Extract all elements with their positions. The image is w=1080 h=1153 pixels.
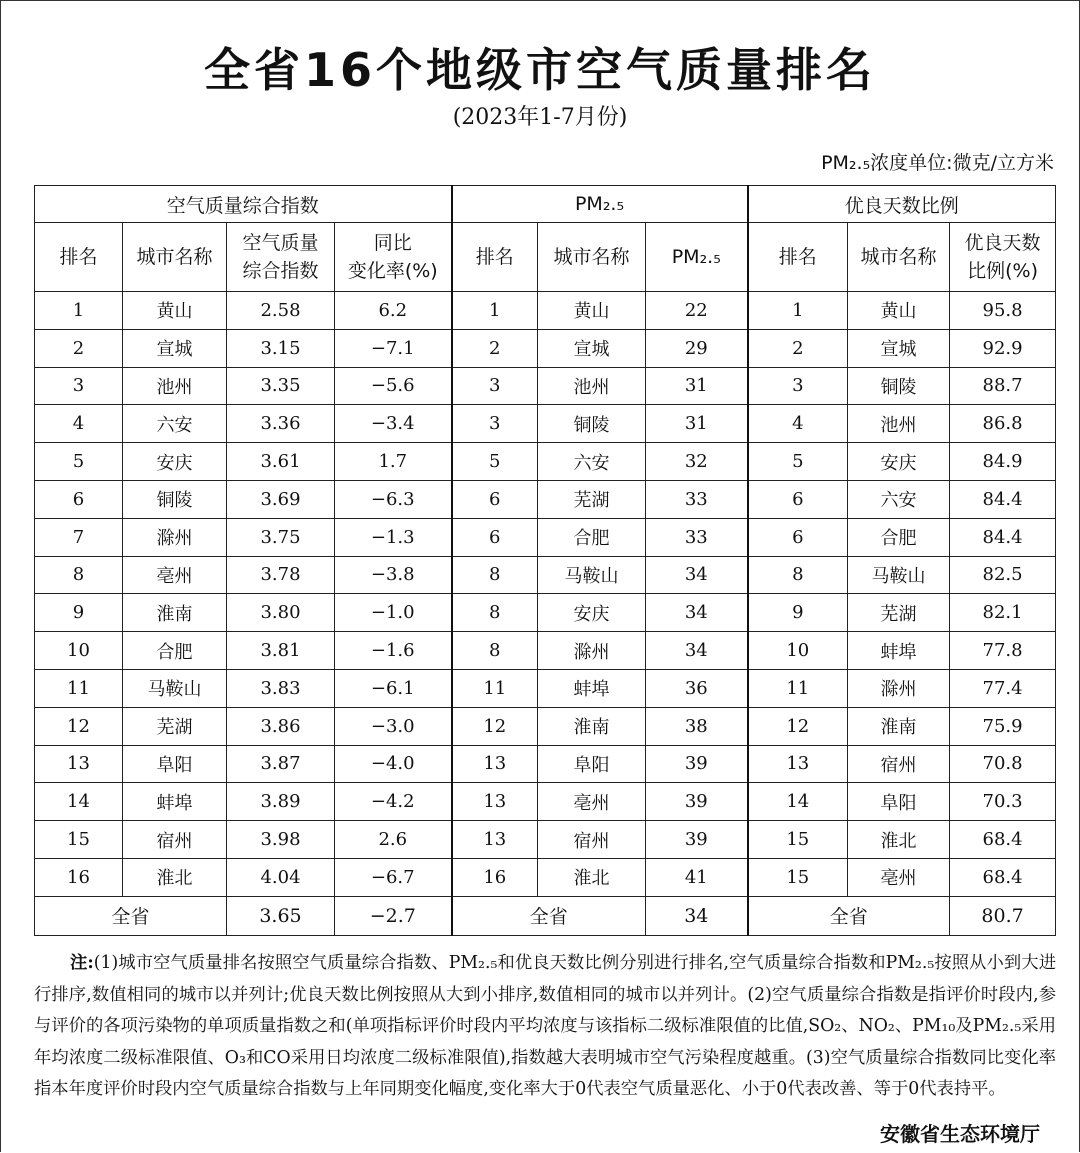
city-good-cell: 铜陵	[848, 367, 950, 405]
rank-pm25-cell: 13	[452, 745, 538, 783]
notes-text: (1)城市空气质量排名按照空气质量综合指数、PM₂.₅和优良天数比例分别进行排名,空气质量综合指数和PM₂.₅按照从小到大进行排序,数值相同的城市以并列计;优良天数比例按照从大到小排序,数值相同的城市以并列计。(2)空气质量综合指数是指评价时段内,参与评价的各项污染物的单项质量指数之和(单项指标评价时段内平均浓度与该指标二级标准限值的比值,SO₂、NO₂、PM₁₀及PM₂.₅采用年均浓度二级标准限值、O₃和CO采用日均浓度二级标准限值),指数越大表明城市空气污染程度越重。(3)空气质量综合指数同比变化率指本年度评价时段内空气质量综合指数与上年同期变化幅度,变化率大于0代表空气质量恶化、小于0代表改善、等于0代表持平。	[34, 953, 1056, 1099]
good-cell: 84.4	[950, 480, 1056, 518]
good-cell: 68.4	[950, 858, 1056, 896]
rank-good-cell: 15	[748, 858, 848, 896]
table-row	[35, 745, 1056, 783]
col-header-change	[335, 223, 452, 292]
change-cell: −3.4	[335, 405, 452, 443]
col-header-rank-good: 排名	[748, 223, 848, 292]
aqi-cell: 4.04	[227, 858, 335, 896]
city-good-cell: 六安	[848, 480, 950, 518]
pm25-cell: 31	[646, 405, 748, 443]
city-good-cell: 马鞍山	[848, 556, 950, 594]
col-header-city-pm25: 城市名称	[538, 223, 646, 292]
rank-good-cell: 5	[748, 443, 848, 481]
col-header-good-line1: 优良天数	[964, 232, 1041, 254]
rank-good-cell: 8	[748, 556, 848, 594]
good-cell: 70.3	[950, 783, 1056, 821]
city-aqi-cell: 淮北	[123, 858, 227, 896]
pm25-cell: 33	[646, 518, 748, 556]
rank-pm25-cell: 8	[452, 632, 538, 670]
city-good-cell: 蚌埠	[848, 632, 950, 670]
aqi-cell: 3.61	[227, 443, 335, 481]
aqi-cell: 3.15	[227, 329, 335, 367]
good-cell: 70.8	[950, 745, 1056, 783]
city-pm25-cell: 淮南	[538, 707, 646, 745]
good-cell: 82.5	[950, 556, 1056, 594]
change-cell: −4.0	[335, 745, 452, 783]
rank-aqi-cell: 8	[35, 556, 123, 594]
col-header-aqi-line2: 综合指数	[242, 260, 319, 282]
rank-aqi-cell: 10	[35, 632, 123, 670]
change-cell: −6.7	[335, 858, 452, 896]
city-good-cell: 淮北	[848, 821, 950, 859]
group-header-pm25: PM₂.₅	[452, 186, 748, 223]
city-pm25-cell: 滁州	[538, 632, 646, 670]
total-aqi-cell: 3.65	[227, 896, 335, 935]
city-aqi-cell: 六安	[123, 405, 227, 443]
aqi-cell: 3.80	[227, 594, 335, 632]
col-header-change-line2: 变化率(%)	[347, 260, 438, 282]
city-pm25-cell: 六安	[538, 443, 646, 481]
rank-aqi-cell: 13	[35, 745, 123, 783]
city-pm25-cell: 芜湖	[538, 480, 646, 518]
footnotes	[34, 948, 1056, 1106]
col-header-pm25: PM₂.₅	[646, 223, 748, 292]
group-header-good-days: 优良天数比例	[748, 186, 1056, 223]
rank-good-cell: 6	[748, 518, 848, 556]
total-change-cell: −2.7	[335, 896, 452, 935]
rank-pm25-cell: 2	[452, 329, 538, 367]
good-cell: 92.9	[950, 329, 1056, 367]
rank-good-cell: 9	[748, 594, 848, 632]
rank-pm25-cell: 5	[452, 443, 538, 481]
total-label-good: 全省	[748, 896, 950, 935]
change-cell: 6.2	[335, 292, 452, 330]
col-header-good-line2: 比例(%)	[967, 260, 1038, 282]
rank-good-cell: 13	[748, 745, 848, 783]
city-pm25-cell: 淮北	[538, 858, 646, 896]
ranking-table	[34, 185, 1056, 936]
rank-pm25-cell: 6	[452, 480, 538, 518]
rank-pm25-cell: 8	[452, 594, 538, 632]
col-header-rank-aqi: 排名	[35, 223, 123, 292]
rank-pm25-cell: 16	[452, 858, 538, 896]
col-header-city-good: 城市名称	[848, 223, 950, 292]
rank-aqi-cell: 9	[35, 594, 123, 632]
col-header-change-line1: 同比	[373, 232, 412, 254]
rank-aqi-cell: 11	[35, 669, 123, 707]
table-row	[35, 707, 1056, 745]
city-good-cell: 芜湖	[848, 594, 950, 632]
city-good-cell: 淮南	[848, 707, 950, 745]
city-aqi-cell: 亳州	[123, 556, 227, 594]
rank-good-cell: 11	[748, 669, 848, 707]
change-cell: −6.1	[335, 669, 452, 707]
aqi-cell: 3.86	[227, 707, 335, 745]
rank-good-cell: 14	[748, 783, 848, 821]
table-row	[35, 783, 1056, 821]
rank-good-cell: 3	[748, 367, 848, 405]
city-good-cell: 亳州	[848, 858, 950, 896]
total-good-cell: 80.7	[950, 896, 1056, 935]
change-cell: −7.1	[335, 329, 452, 367]
good-cell: 84.4	[950, 518, 1056, 556]
rank-aqi-cell: 14	[35, 783, 123, 821]
change-cell: −4.2	[335, 783, 452, 821]
city-aqi-cell: 马鞍山	[123, 669, 227, 707]
aqi-cell: 3.81	[227, 632, 335, 670]
table-row	[35, 367, 1056, 405]
table-row	[35, 292, 1056, 330]
city-aqi-cell: 池州	[123, 367, 227, 405]
city-good-cell: 阜阳	[848, 783, 950, 821]
col-header-aqi	[227, 223, 335, 292]
table-row	[35, 669, 1056, 707]
rank-pm25-cell: 13	[452, 783, 538, 821]
good-cell: 77.8	[950, 632, 1056, 670]
city-pm25-cell: 黄山	[538, 292, 646, 330]
good-cell: 82.1	[950, 594, 1056, 632]
change-cell: −1.6	[335, 632, 452, 670]
rank-good-cell: 4	[748, 405, 848, 443]
col-header-rank-pm25: 排名	[452, 223, 538, 292]
total-pm25-cell: 34	[646, 896, 748, 935]
rank-good-cell: 1	[748, 292, 848, 330]
city-aqi-cell: 安庆	[123, 443, 227, 481]
col-header-city-aqi: 城市名称	[123, 223, 227, 292]
city-pm25-cell: 安庆	[538, 594, 646, 632]
pm25-cell: 34	[646, 632, 748, 670]
rank-aqi-cell: 16	[35, 858, 123, 896]
aqi-cell: 3.87	[227, 745, 335, 783]
rank-aqi-cell: 1	[35, 292, 123, 330]
change-cell: −3.8	[335, 556, 452, 594]
city-aqi-cell: 宿州	[123, 821, 227, 859]
city-aqi-cell: 合肥	[123, 632, 227, 670]
table-row	[35, 329, 1056, 367]
city-pm25-cell: 亳州	[538, 783, 646, 821]
city-aqi-cell: 黄山	[123, 292, 227, 330]
rank-good-cell: 10	[748, 632, 848, 670]
rank-pm25-cell: 3	[452, 367, 538, 405]
period-subtitle: (2023年1-7月份)	[452, 105, 628, 130]
table-row	[35, 556, 1056, 594]
aqi-cell: 3.36	[227, 405, 335, 443]
total-label-aqi: 全省	[35, 896, 227, 935]
table-row	[35, 594, 1056, 632]
table-row	[35, 443, 1056, 481]
col-header-good	[950, 223, 1056, 292]
table-row	[35, 821, 1056, 859]
good-cell: 84.9	[950, 443, 1056, 481]
pm25-cell: 39	[646, 821, 748, 859]
city-pm25-cell: 合肥	[538, 518, 646, 556]
city-pm25-cell: 蚌埠	[538, 669, 646, 707]
good-cell: 75.9	[950, 707, 1056, 745]
change-cell: −3.0	[335, 707, 452, 745]
pm25-cell: 32	[646, 443, 748, 481]
city-pm25-cell: 铜陵	[538, 405, 646, 443]
aqi-cell: 3.75	[227, 518, 335, 556]
city-good-cell: 滁州	[848, 669, 950, 707]
rank-good-cell: 15	[748, 821, 848, 859]
city-pm25-cell: 马鞍山	[538, 556, 646, 594]
city-aqi-cell: 芜湖	[123, 707, 227, 745]
aqi-cell: 3.69	[227, 480, 335, 518]
page-title: 全省16个地级市空气质量排名	[203, 43, 876, 97]
aqi-cell: 3.83	[227, 669, 335, 707]
rank-aqi-cell: 3	[35, 367, 123, 405]
province-total-row	[35, 896, 1056, 935]
notes-label: 注:	[70, 953, 94, 973]
rank-pm25-cell: 8	[452, 556, 538, 594]
change-cell: −5.6	[335, 367, 452, 405]
good-cell: 88.7	[950, 367, 1056, 405]
pm25-cell: 29	[646, 329, 748, 367]
aqi-cell: 3.98	[227, 821, 335, 859]
change-cell: −1.3	[335, 518, 452, 556]
city-pm25-cell: 宣城	[538, 329, 646, 367]
aqi-cell: 3.89	[227, 783, 335, 821]
city-aqi-cell: 蚌埠	[123, 783, 227, 821]
rank-pm25-cell: 6	[452, 518, 538, 556]
city-aqi-cell: 铜陵	[123, 480, 227, 518]
city-pm25-cell: 阜阳	[538, 745, 646, 783]
rank-aqi-cell: 12	[35, 707, 123, 745]
city-pm25-cell: 池州	[538, 367, 646, 405]
table-row	[35, 405, 1056, 443]
table-body	[35, 292, 1056, 897]
city-good-cell: 黄山	[848, 292, 950, 330]
city-pm25-cell: 宿州	[538, 821, 646, 859]
table-row	[35, 518, 1056, 556]
pm25-cell: 39	[646, 745, 748, 783]
rank-pm25-cell: 11	[452, 669, 538, 707]
rank-good-cell: 2	[748, 329, 848, 367]
change-cell: −1.0	[335, 594, 452, 632]
change-cell: 2.6	[335, 821, 452, 859]
pm25-cell: 31	[646, 367, 748, 405]
table-row	[35, 858, 1056, 896]
rank-aqi-cell: 15	[35, 821, 123, 859]
pm25-cell: 34	[646, 556, 748, 594]
rank-aqi-cell: 6	[35, 480, 123, 518]
pm25-cell: 22	[646, 292, 748, 330]
pm25-cell: 38	[646, 707, 748, 745]
rank-aqi-cell: 2	[35, 329, 123, 367]
good-cell: 95.8	[950, 292, 1056, 330]
good-cell: 68.4	[950, 821, 1056, 859]
city-good-cell: 合肥	[848, 518, 950, 556]
aqi-cell: 3.35	[227, 367, 335, 405]
rank-aqi-cell: 7	[35, 518, 123, 556]
group-header-aqi: 空气质量综合指数	[35, 186, 452, 223]
pm25-cell: 33	[646, 480, 748, 518]
pm25-cell: 39	[646, 783, 748, 821]
change-cell: 1.7	[335, 443, 452, 481]
good-cell: 77.4	[950, 669, 1056, 707]
pm25-cell: 41	[646, 858, 748, 896]
source-agency: 安徽省生态环境厅	[880, 1122, 1040, 1146]
city-good-cell: 宣城	[848, 329, 950, 367]
rank-pm25-cell: 13	[452, 821, 538, 859]
col-header-aqi-line1: 空气质量	[242, 232, 319, 254]
rank-pm25-cell: 12	[452, 707, 538, 745]
table-row	[35, 480, 1056, 518]
rank-pm25-cell: 3	[452, 405, 538, 443]
rank-good-cell: 6	[748, 480, 848, 518]
rank-aqi-cell: 5	[35, 443, 123, 481]
table-row	[35, 632, 1056, 670]
good-cell: 86.8	[950, 405, 1056, 443]
total-label-pm25: 全省	[452, 896, 646, 935]
pm25-cell: 36	[646, 669, 748, 707]
city-aqi-cell: 宣城	[123, 329, 227, 367]
city-good-cell: 安庆	[848, 443, 950, 481]
rank-good-cell: 12	[748, 707, 848, 745]
unit-note: PM₂.₅浓度单位:微克/立方米	[821, 152, 1054, 174]
city-aqi-cell: 滁州	[123, 518, 227, 556]
rank-pm25-cell: 1	[452, 292, 538, 330]
pm25-cell: 34	[646, 594, 748, 632]
aqi-cell: 3.78	[227, 556, 335, 594]
rank-aqi-cell: 4	[35, 405, 123, 443]
city-aqi-cell: 淮南	[123, 594, 227, 632]
change-cell: −6.3	[335, 480, 452, 518]
city-good-cell: 宿州	[848, 745, 950, 783]
city-aqi-cell: 阜阳	[123, 745, 227, 783]
city-good-cell: 池州	[848, 405, 950, 443]
aqi-cell: 2.58	[227, 292, 335, 330]
